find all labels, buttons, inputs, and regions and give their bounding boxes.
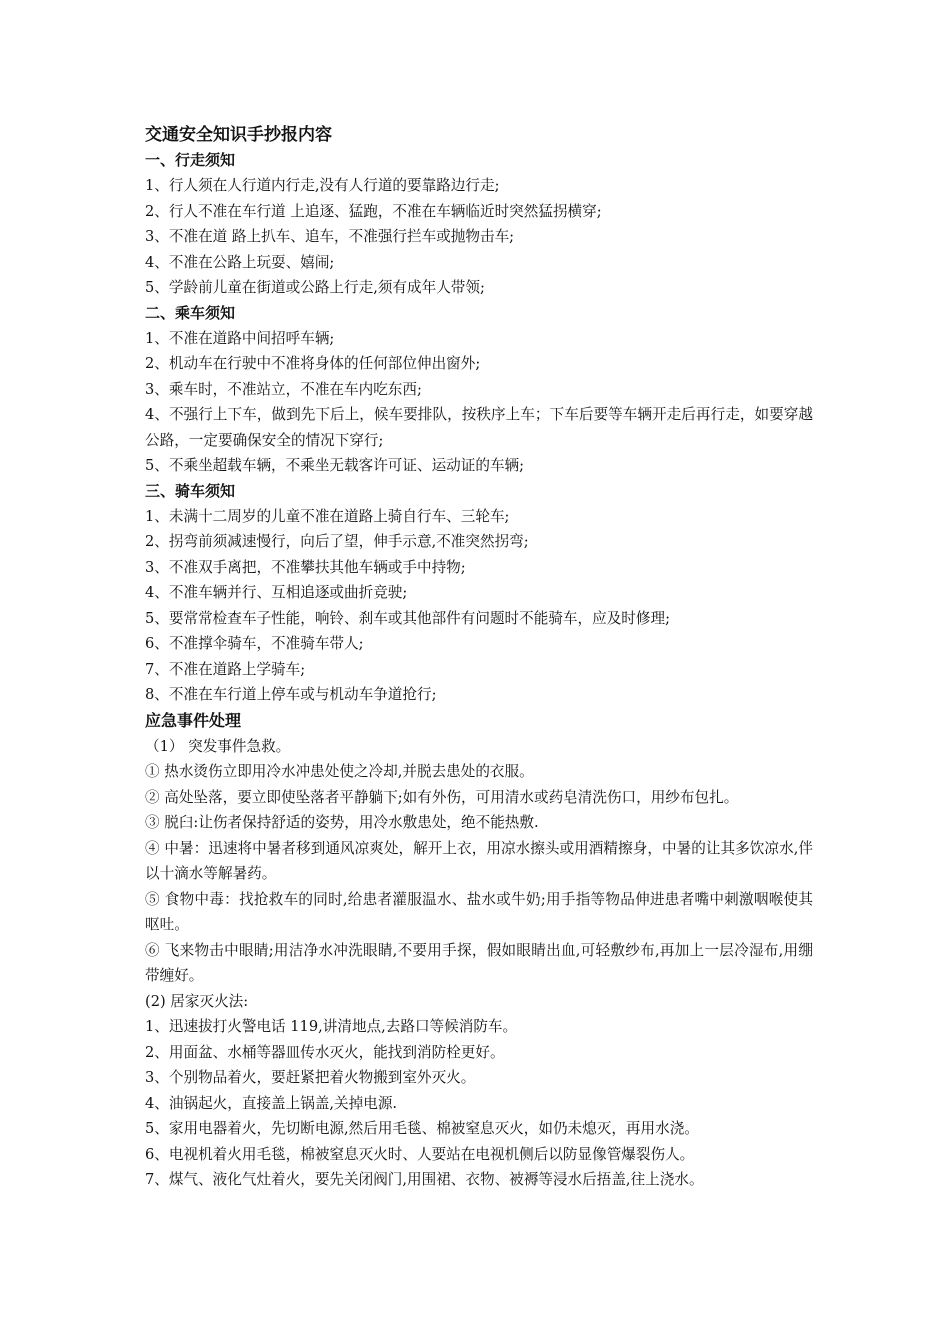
list-item: 2、用面盆、水桶等器皿传水灭火，能找到消防栓更好。: [145, 1043, 505, 1061]
list-item: 3、个别物品着火，要赶紧把着火物搬到室外灭火。: [145, 1069, 476, 1086]
list-item: ⑤ 食物中毒：找抢救车的同时,给患者灌服温水、盐水或牛奶;用手指等物品伸进患者嘴中刺激咽喉使其呕吐。: [145, 890, 813, 933]
section-heading: 二、乘车须知: [145, 303, 236, 322]
list-item: ③ 脱臼:让伤者保持舒适的姿势，用冷水敷患处，绝不能热敷.: [145, 814, 539, 831]
list-item: 3、不准在道 路上扒车、追车，不准强行拦车或抛物击车;: [145, 228, 515, 245]
list-item: （1） 突发事件急救。: [145, 737, 291, 755]
list-item: ① 热水烫伤立即用冷水冲患处使之冷却,并脱去患处的衣服。: [145, 763, 534, 780]
list-item: ② 高处坠落，要立即使坠落者平静躺下;如有外伤，可用清水或药皂清洗伤口，用纱布包扎。: [145, 788, 739, 806]
list-item: 5、学龄前儿童在街道或公路上行走,须有成年人带领;: [145, 279, 485, 296]
document-page: [145, 122, 813, 1193]
section-emergency: [145, 708, 813, 1193]
list-item: 6、电视机着火用毛毯，棉被窒息灭火时、人要站在电视机侧后以防显像管爆裂伤人。: [145, 1145, 695, 1163]
list-item: 2、行人不准在车行道 上追逐、猛跑，不准在车辆临近时突然猛拐横穿;: [145, 202, 602, 220]
document-title: 交通安全知识手抄报内容: [145, 125, 332, 145]
section-cycling: [145, 479, 813, 708]
section-walking: [145, 148, 813, 301]
list-item: 4、不强行上下车，做到先下后上，候车要排队，按秩序上车；下车后要等车辆开走后再行走，如要穿越公路，一定要确保安全的情况下穿行;: [145, 406, 813, 449]
section-heading: 一、行走须知: [145, 151, 236, 169]
list-item: 2、机动车在行驶中不准将身体的任何部位伸出窗外;: [145, 355, 481, 372]
list-item: 2、拐弯前须减速慢行，向后了望，伸手示意,不准突然拐弯;: [145, 533, 529, 550]
list-item: 5、要常常检查车子性能，响铃、刹车或其他部件有问题时不能骑车，应及时修理;: [145, 609, 670, 627]
list-item: 5、不乘坐超载车辆，不乘坐无载客许可证、运动证的车辆;: [145, 457, 525, 474]
list-item: ④ 中暑：迅速将中暑者移到通风凉爽处，解开上衣，用凉水擦头或用酒精擦身，中暑的让其多饮凉水,伴以十滴水等解暑药。: [145, 839, 813, 882]
section-heading: 三、骑车须知: [145, 481, 236, 500]
list-item: 4、不准在公路上玩耍、嬉闹;: [145, 253, 335, 271]
list-item: 4、油锅起火，直接盖上锅盖,关掉电源.: [145, 1094, 398, 1112]
section-riding: [145, 301, 813, 479]
list-item: 3、不准双手离把，不准攀扶其他车辆或手中持物;: [145, 558, 466, 576]
list-item: 3、乘车时，不准站立，不准在车内吃东西;: [145, 380, 422, 398]
section-heading: 应急事件处理: [145, 710, 242, 730]
list-item: 4、不准车辆并行、互相追逐或曲折竞驶;: [145, 584, 408, 601]
list-item: 1、迅速拔打火警电话 119,讲清地点,去路口等候消防车。: [145, 1018, 518, 1035]
list-item: 6、不准撑伞骑车，不准骑车带人;: [145, 635, 364, 652]
list-item: 7、不准在道路上学骑车;: [145, 660, 306, 678]
list-item: 5、家用电器着火，先切断电源,然后用毛毯、棉被窒息灭火，如仍未熄灭，再用水浇。: [145, 1120, 699, 1137]
list-item: 1、行人须在人行道内行走,没有人行道的要靠路边行走;: [145, 177, 500, 194]
list-item: (2) 居家灭火法:: [145, 992, 249, 1010]
list-item: ⑥ 飞来物击中眼睛;用洁净水冲洗眼睛,不要用手探，假如眼睛出血,可轻敷纱布,再加上一层冷湿布,用绷带缠好。: [145, 941, 813, 984]
list-item: 7、煤气、液化气灶着火，要先关闭阀门,用围裙、衣物、被褥等浸水后捂盖,往上浇水。: [145, 1171, 704, 1188]
list-item: 8、不准在车行道上停车或与机动车争道抢行;: [145, 686, 437, 703]
list-item: 1、未满十二周岁的儿童不准在道路上骑自行车、三轮车;: [145, 507, 510, 525]
list-item: 1、不准在道路中间招呼车辆;: [145, 329, 335, 347]
